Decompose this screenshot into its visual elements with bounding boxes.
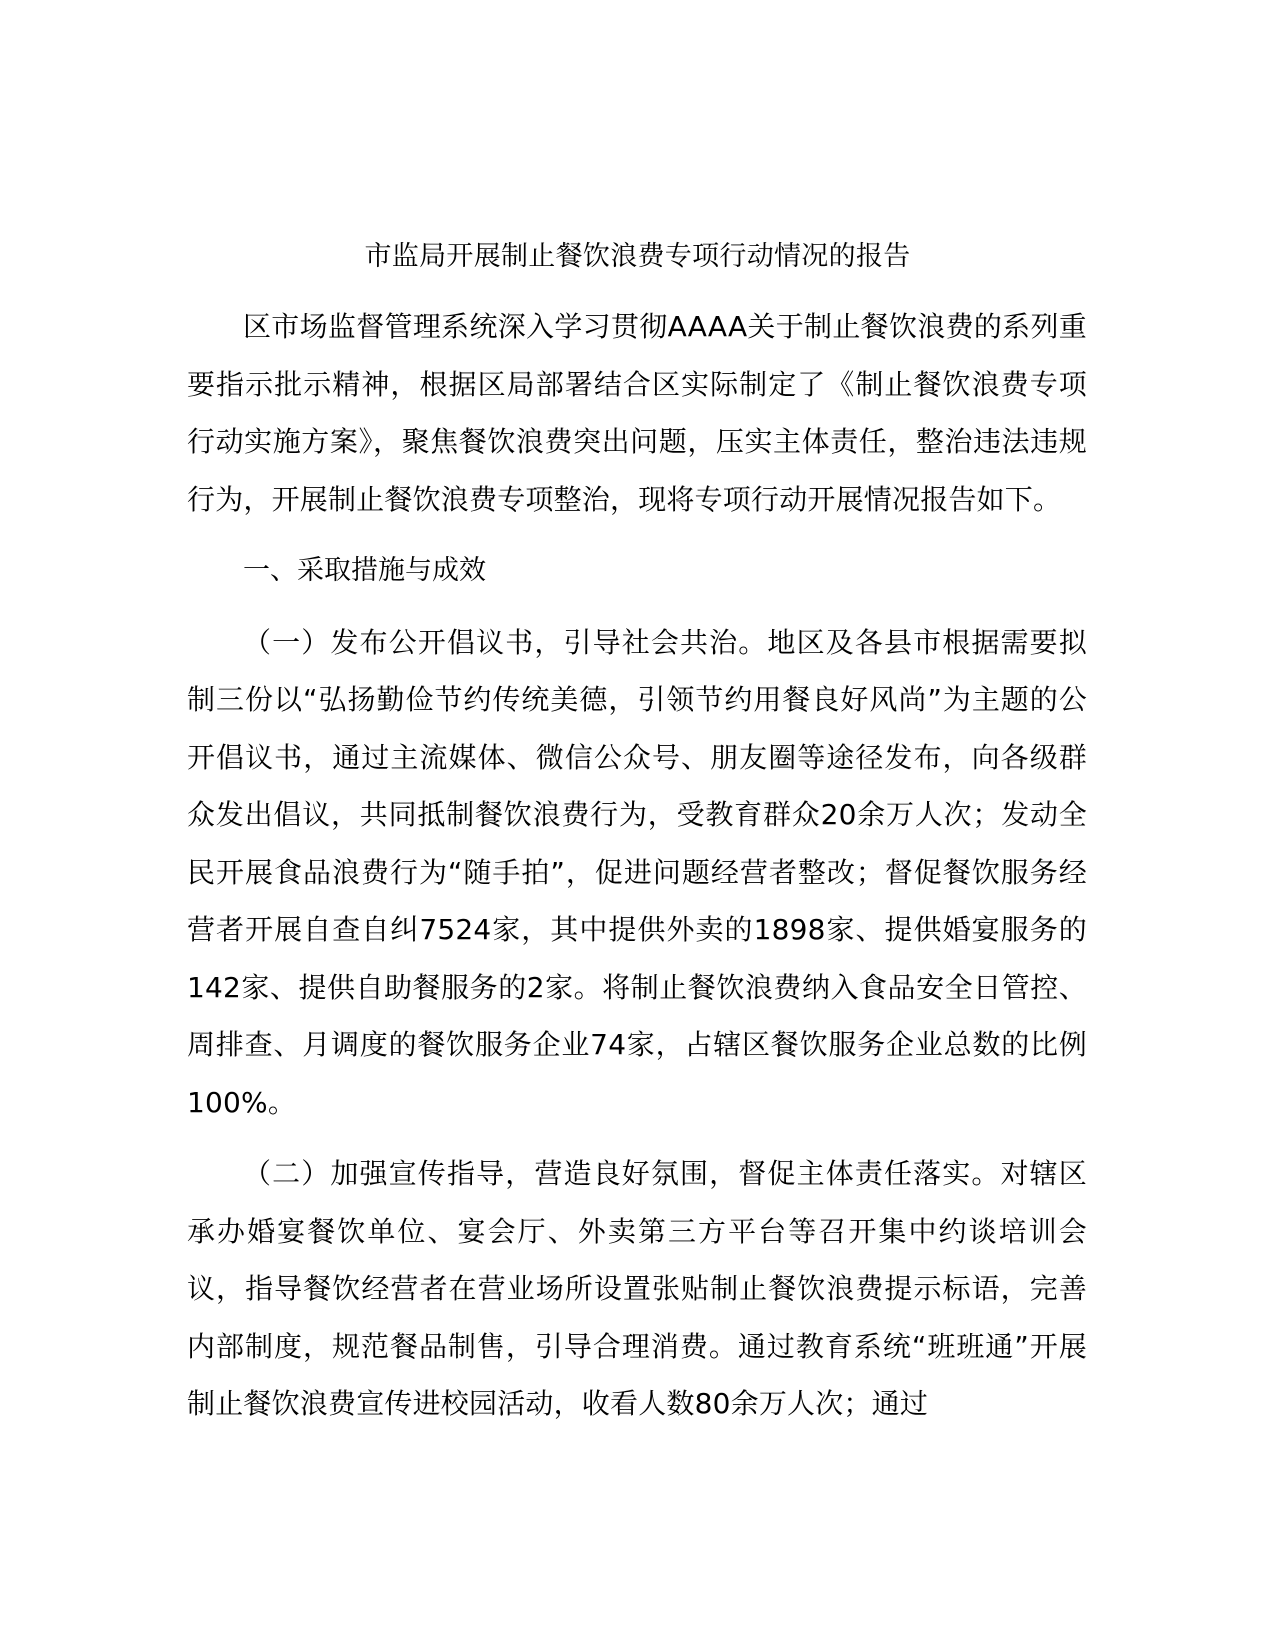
section-1-paragraph-1: （一）发布公开倡议书，引导社会共治。地区及各县市根据需要拟制三份以“弘扬勤俭节约传统美德，引领节约用餐良好风尚”为主题的公开倡议书，通过主流媒体、微信公众号、朋友圈等途径发布，向各级群众发出倡议，共同抵制餐饮浪费行为，受教育群众20余万人次；发动全民开展食品浪费行为“随手拍”，促进问题经营者整改；督促餐饮服务经营者开展自查自纠7524家，其中提供外卖的1898家、提供婚宴服务的142家、提供自助餐服务的2家。将制止餐饮浪费纳入食品安全日管控、周排查、月调度的餐饮服务企业74家，占辖区餐饮服务企业总数的比例100%。 [187, 625, 1087, 1119]
section-heading: 一、采取措施与成效 [243, 555, 486, 586]
section-1-paragraph-2: （二）加强宣传指导，营造良好氛围，督促主体责任落实。对辖区承办婚宴餐饮单位、宴会厅、外卖第三方平台等召开集中约谈培训会议，指导餐饮经营者在营业场所设置张贴制止餐饮浪费提示标语，完善内部制度，规范餐品制售，引导合理消费。通过教育系统“班班通”开展制止餐饮浪费宣传进校园活动，收看人数80余万人次；通过 [187, 1157, 1087, 1420]
document-title: 市监局开展制止餐饮浪费专项行动情况的报告 [364, 241, 911, 272]
intro-paragraph: 区市场监督管理系统深入学习贯彻AAAA关于制止餐饮浪费的系列重要指示批示精神，根据区局部署结合区实际制定了《制止餐饮浪费专项行动实施方案》，聚焦餐饮浪费突出问题，压实主体责任，整治违法违规行为，开展制止餐饮浪费专项整治，现将专项行动开展情况报告如下。 [187, 310, 1087, 516]
document-body [187, 298, 1087, 1433]
